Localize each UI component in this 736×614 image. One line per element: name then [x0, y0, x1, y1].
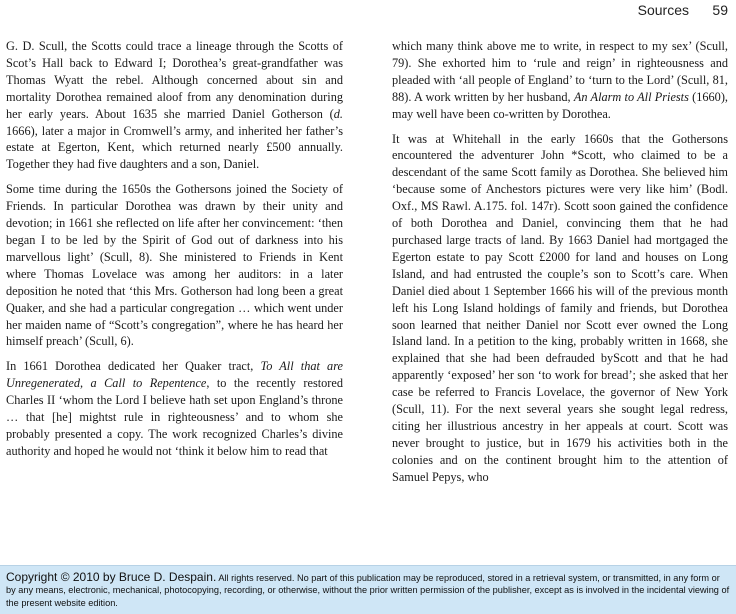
left-paragraph-3 — [6, 358, 343, 459]
left-paragraph-1 — [6, 38, 343, 173]
rights-notice: All rights reserved. No part of this publication may be reproduced, stored in a retrieval system, or transmitted, in any form or by any means, electronic, mechanical, photocopying, recording, or otherwise, without the prior written permission of the publisher, except as is involved in the incidental viewing of the present website edition. — [6, 573, 730, 608]
copyright-footer — [0, 565, 736, 614]
page-number: 59 — [712, 2, 728, 18]
page-header — [0, 0, 736, 22]
text: (1660), may well have been co-written by Dorothea. — [392, 89, 728, 121]
right-paragraph-1 — [392, 38, 728, 123]
work-title: An Alarm to All Priests — [573, 89, 689, 104]
text: In 1661 Dorothea dedicated her Quaker tract, — [6, 359, 261, 374]
left-column — [6, 38, 343, 468]
right-column — [392, 38, 728, 494]
italic-text: d. — [333, 106, 343, 121]
copyright-line: Copyright © 2010 by Bruce D. Despain. — [6, 570, 217, 584]
text: 1666), later a major in Cromwell’s army, and inherited her father’s estate at Egerton, Kent, which returned nearly £500 annually. Together they had five daughters and a son, Daniel. — [6, 123, 343, 172]
text: , to the recently restored Charles II ‘whom the Lord I believe hath set upon England’s throne … that [he] mightst rule in righteousness’ and to whom she probably presented a copy. The work recognized Charles’s divine authority and hoped he would not ‘think it below him to read that — [6, 376, 343, 458]
right-paragraph-2: It was at Whitehall in the early 1660s that the Gothersons encountered the adventurer John *Scott, who claimed to be a descendant of the same Scott family as Dorothea. She believed him ‘because some of Anchestors pictures were very like him’ (Bodl. Oxf., MS Rawl. A.175. fol. 147r). Scott soon gained the confidence of both Dorothea and Daniel, convincing them that he had purchased large tracts of land. By 1663 Daniel had mortgaged the Egerton estate to pay Scott £2000 for land and houses on Long Island, and had entrusted the couple’s son to Scott’s care. When Daniel died about 1 September 1666 his will of the previous month left his Long Island holdings of family and friends, but Dorothea soon learned that neither Daniel nor Scott ever owned the Long Island land. In a petition to the king, probably written in 1668, she explained that she had been defrauded byScott and that he had apparently ‘exposed’ her son ‘to work for bread’; she asked that her case be referred to Francis Lovelace, the governor of New York (Scull, 11). For the next several years she sought legal redress, citing her illustrious ancestry in her appeals at court. Scott was never brought to justice, but in 1679 his activities both in the colonies and on the continent brought him to the attention of Samuel Pepys, who — [392, 131, 728, 484]
running-head-section: Sources — [637, 2, 689, 18]
text: G. D. Scull, the Scotts could trace a lineage through the Scotts of Scot’s Hall back to Edward I; Dorothea’s great-grandfather was Thomas Wyatt the rebel. Although concerned about sin and mortality Dorothea remained aloof from any denomination during her early years. About 1635 she married Daniel Gotherson ( — [6, 39, 343, 121]
text: which many think above me to write, in respect to my sex’ (Scull, 79). She exhorted him to ‘rule and reign’ in righteousness and pleaded with ‘all people of England’ to ‘turn to the Lord’ (Scull, 81, 88). A work written by her husband, — [392, 39, 728, 104]
left-paragraph-2: Some time during the 1650s the Gothersons joined the Society of Friends. In particular Dorothea was drawn by their unity and devotion; in 1661 she reflected on life after her convincement: ‘then began I to be led by the Spirit of God out of darkness into his marvellous light’ (Scull, 8). She ministered to Friends in Kent where Thomas Lovelace was among her auditors: in a later deposition he noted that ‘this Mrs. Gotherson had long been a great Quaker, and she had a particular congregation … which went under her maiden name of “Scott’s congregation”, where he has heard her himself preach’ (Scull, 6). — [6, 182, 343, 349]
work-title: To All that are Unregenerated, a Call to Repentence — [6, 359, 343, 391]
